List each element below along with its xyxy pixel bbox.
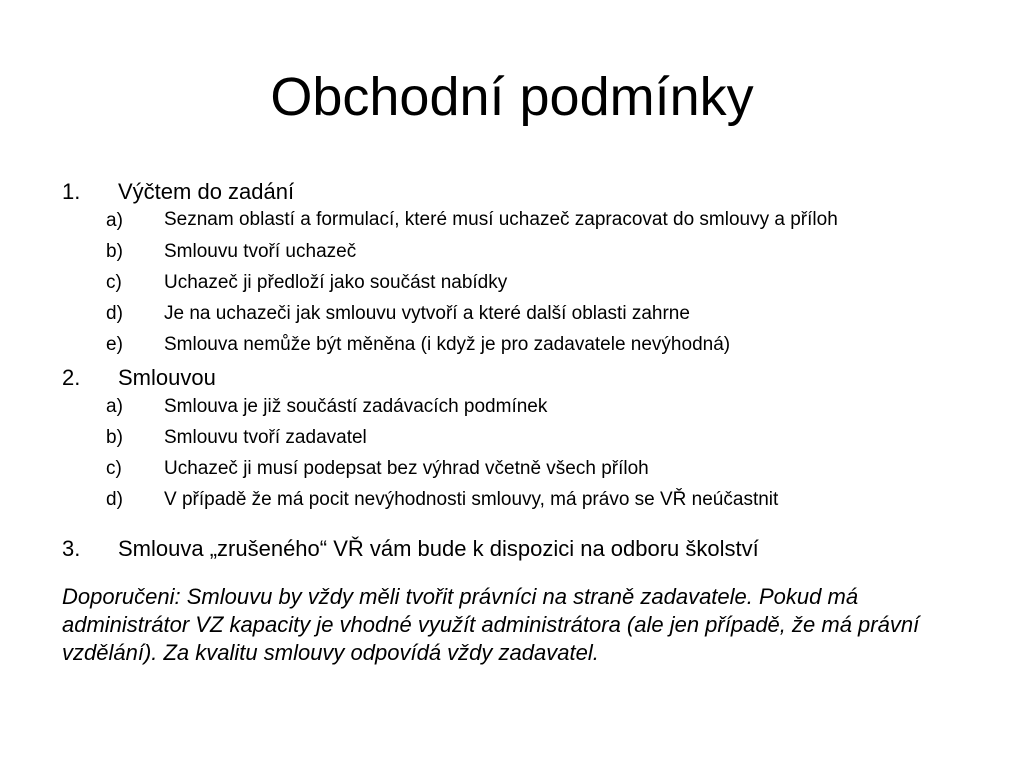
list-item xyxy=(106,395,962,419)
list-item-section-3 xyxy=(62,535,962,563)
list-item xyxy=(106,271,962,295)
list-item xyxy=(106,209,962,233)
sublist-section-2 xyxy=(106,395,962,512)
item-marker: e) xyxy=(106,334,123,355)
list-item xyxy=(106,426,962,450)
item-marker: c) xyxy=(106,272,122,293)
section-number: 2. xyxy=(62,365,81,390)
section-number: 1. xyxy=(62,179,81,204)
item-marker: a) xyxy=(106,396,123,417)
slide-title: Obchodní podmínky xyxy=(270,67,754,127)
item-marker: b) xyxy=(106,241,123,262)
list-item xyxy=(106,240,962,264)
list-item-section-1 xyxy=(62,178,962,206)
item-marker: a) xyxy=(106,210,123,231)
section-label: Smlouvou xyxy=(118,365,216,390)
list-item xyxy=(106,333,962,357)
spacer xyxy=(62,519,962,535)
section-label: Výčtem do zadání xyxy=(118,179,295,204)
section-label: Smlouva „zrušeného“ VŘ vám bude k dispozici na odboru školství xyxy=(118,536,759,561)
item-text: Smlouva nemůže být měněna (i když je pro zadavatele nevýhodná) xyxy=(164,334,731,355)
item-marker: d) xyxy=(106,489,123,510)
sublist-section-1 xyxy=(106,209,962,357)
item-text: Uchazeč ji musí podepsat bez výhrad včetně všech příloh xyxy=(164,458,649,479)
item-marker: d) xyxy=(106,303,123,324)
item-text: Uchazeč ji předloží jako součást nabídky xyxy=(164,272,508,293)
item-text: Smlouvu tvoří zadavatel xyxy=(164,427,367,448)
recommendation-note: Doporučeni: Smlouvu by vždy měli tvořit právníci na straně zadavatele. Pokud má administrátor VZ kapacity je vhodné využít administrátora (ale jen případě, že má právní vzdělání). Za kvalitu smlouvy odpovídá vždy zadavatel. xyxy=(62,584,920,665)
list-item-section-2 xyxy=(62,364,962,392)
item-text: Smlouva je již součástí zadávacích podmínek xyxy=(164,396,548,417)
list-item xyxy=(106,302,962,326)
section-number: 3. xyxy=(62,536,81,561)
item-text: V případě že má pocit nevýhodnosti smlouvy, má právo se VŘ neúčastnit xyxy=(164,489,779,510)
item-text: Smlouvu tvoří uchazeč xyxy=(164,241,357,262)
list-item xyxy=(106,488,962,512)
slide-content xyxy=(62,178,962,667)
item-text: Seznam oblastí a formulací, které musí uchazeč zapracovat do smlouvy a příloh xyxy=(164,209,838,230)
item-text: Je na uchazeči jak smlouvu vytvoří a které další oblasti zahrne xyxy=(164,303,690,324)
item-marker: b) xyxy=(106,427,123,448)
list-item xyxy=(106,457,962,481)
item-marker: c) xyxy=(106,458,122,479)
